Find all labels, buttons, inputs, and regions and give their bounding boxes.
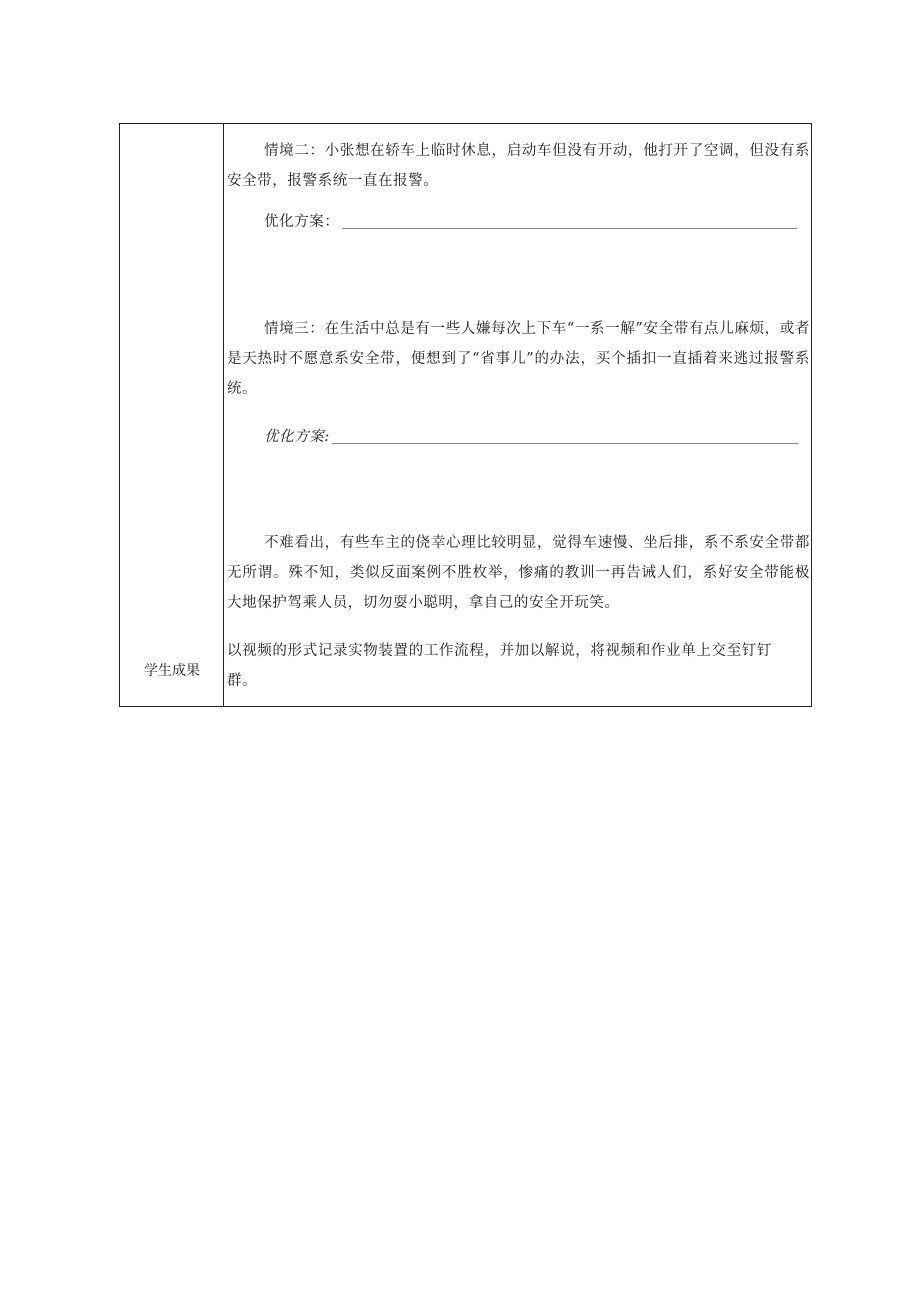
- content-cell: [224, 124, 811, 706]
- label-column: [120, 124, 224, 706]
- scenario-three-optimize-line: [264, 422, 798, 452]
- optimize-label: 优化方案：: [264, 214, 340, 230]
- submission-instruction: 以视频的形式记录实物装置的工作流程，并加以解说，将视频和作业单上交至钉钉群。: [227, 643, 772, 689]
- answer-blank[interactable]: [342, 228, 797, 229]
- row-label-student-results: 学生成果: [144, 663, 200, 679]
- scenario-three-text: 情境三：在生活中总是有一些人嫌每次上下车“一系一解”安全带有点儿麻烦，或者是天热时不愿意系安全带，便想到了“省事儿”的办法，买个插扣一直插着来逃过报警系统。: [227, 321, 810, 397]
- scenario-two-text: 情境二：小张想在轿车上临时休息，启动车但没有开动，他打开了空调，但没有系安全带，报警系统一直在报警。: [227, 143, 810, 189]
- summary-paragraph: 不难看出，有些车主的侥幸心理比较明显，觉得车速慢、坐后排，系不系安全带都无所谓。殊不知，类似反面案例不胜枚举，惨痛的教训一再告诫人们，系好安全带能极大地保护驾乘人员，切勿耍小聪明，拿自己的安全开玩笑。: [227, 535, 810, 611]
- worksheet-table: [119, 123, 812, 707]
- answer-blank[interactable]: [332, 443, 798, 444]
- scenario-two-optimize-line: [264, 207, 797, 237]
- optimize-label: 优化方案:: [264, 429, 330, 445]
